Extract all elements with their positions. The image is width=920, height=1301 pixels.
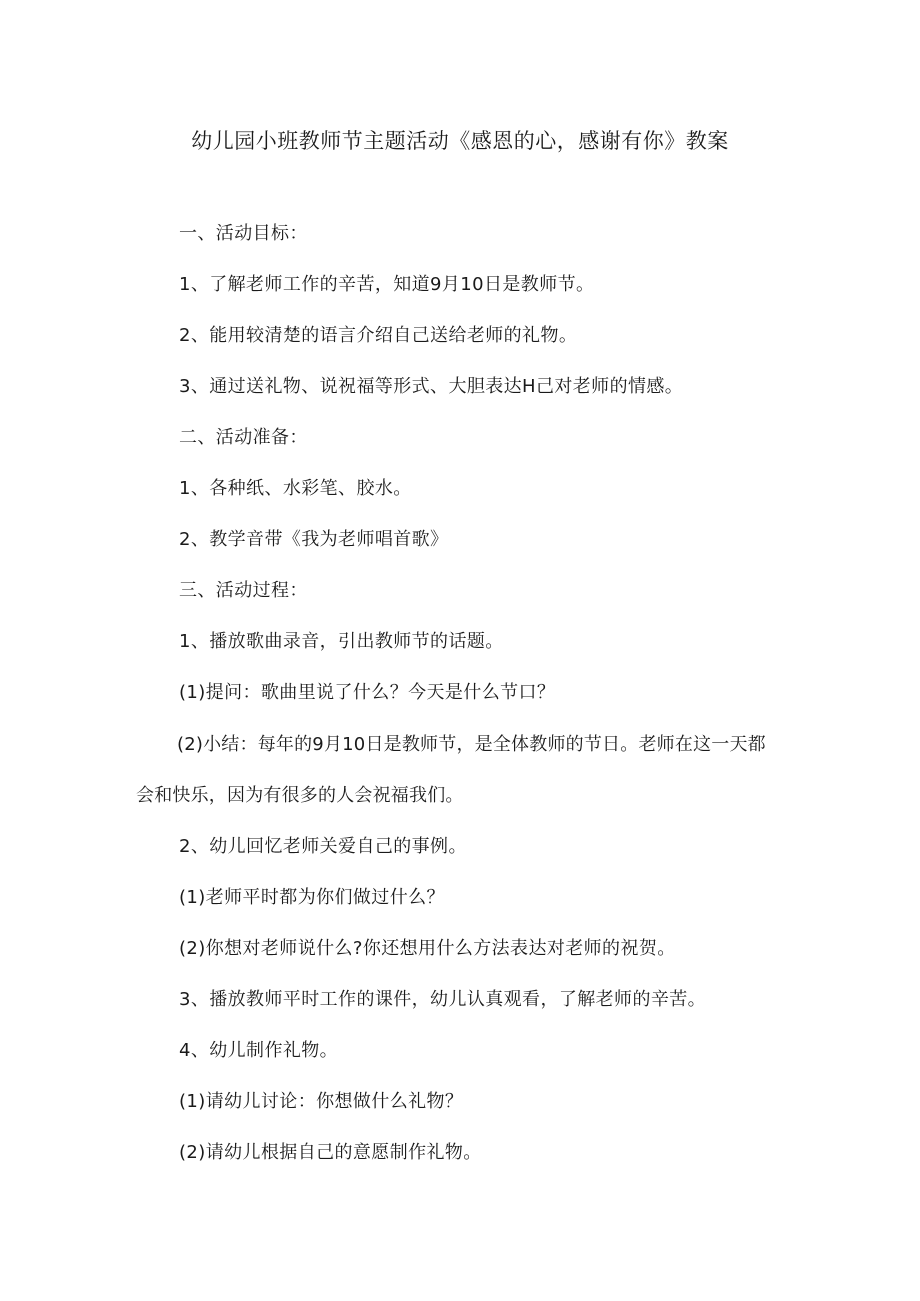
section-heading-goals: 一、活动目标：	[179, 223, 308, 244]
process-step-2: 2、幼儿回忆老师关爱自己的事例。	[179, 836, 467, 857]
goal-item-3: 3、通过送礼物、说祝福等形式、大胆表达H己对老师的情感。	[179, 376, 684, 397]
preparation-item-2: 2、教学音带《我为老师唱首歌》	[179, 529, 449, 550]
preparation-item-1: 1、各种纸、水彩笔、胶水。	[179, 478, 412, 499]
process-step-2-question-1: (1)老师平时都为你们做过什么？	[179, 887, 445, 908]
process-step-1-summary: (2)小结：每年的9月10日是教师节，是全体教师的节日。老师在这一天都会和快乐，因为有很多的人会祝福我们。	[136, 734, 766, 806]
document-title: 幼儿园小班教师节主题活动《感恩的心，感谢有你》教案	[191, 129, 729, 153]
goal-item-2: 2、能用较清楚的语言介绍自己送给老师的礼物。	[179, 325, 578, 346]
document-body	[138, 221, 778, 1191]
process-step-1: 1、播放歌曲录音，引出教师节的话题。	[179, 631, 504, 652]
process-step-2-question-2: (2)你想对老师说什么?你还想用什么方法表达对老师的祝贺。	[179, 938, 676, 959]
section-heading-preparation: 二、活动准备：	[179, 427, 308, 448]
goal-item-1: 1、了解老师工作的辛苦，知道9月10日是教师节。	[179, 274, 595, 295]
process-step-4-item-2: (2)请幼儿根据自己的意愿制作礼物。	[179, 1142, 482, 1163]
process-step-3: 3、播放教师平时工作的课件，幼儿认真观看，了解老师的辛苦。	[179, 989, 707, 1010]
process-step-4: 4、幼儿制作礼物。	[179, 1040, 339, 1061]
section-heading-process: 三、活动过程：	[179, 580, 308, 601]
process-step-1-question: (1)提问：歌曲里说了什么？今天是什么节口？	[179, 682, 556, 703]
process-step-4-item-1: (1)请幼儿讨论：你想做什么礼物？	[179, 1091, 464, 1112]
